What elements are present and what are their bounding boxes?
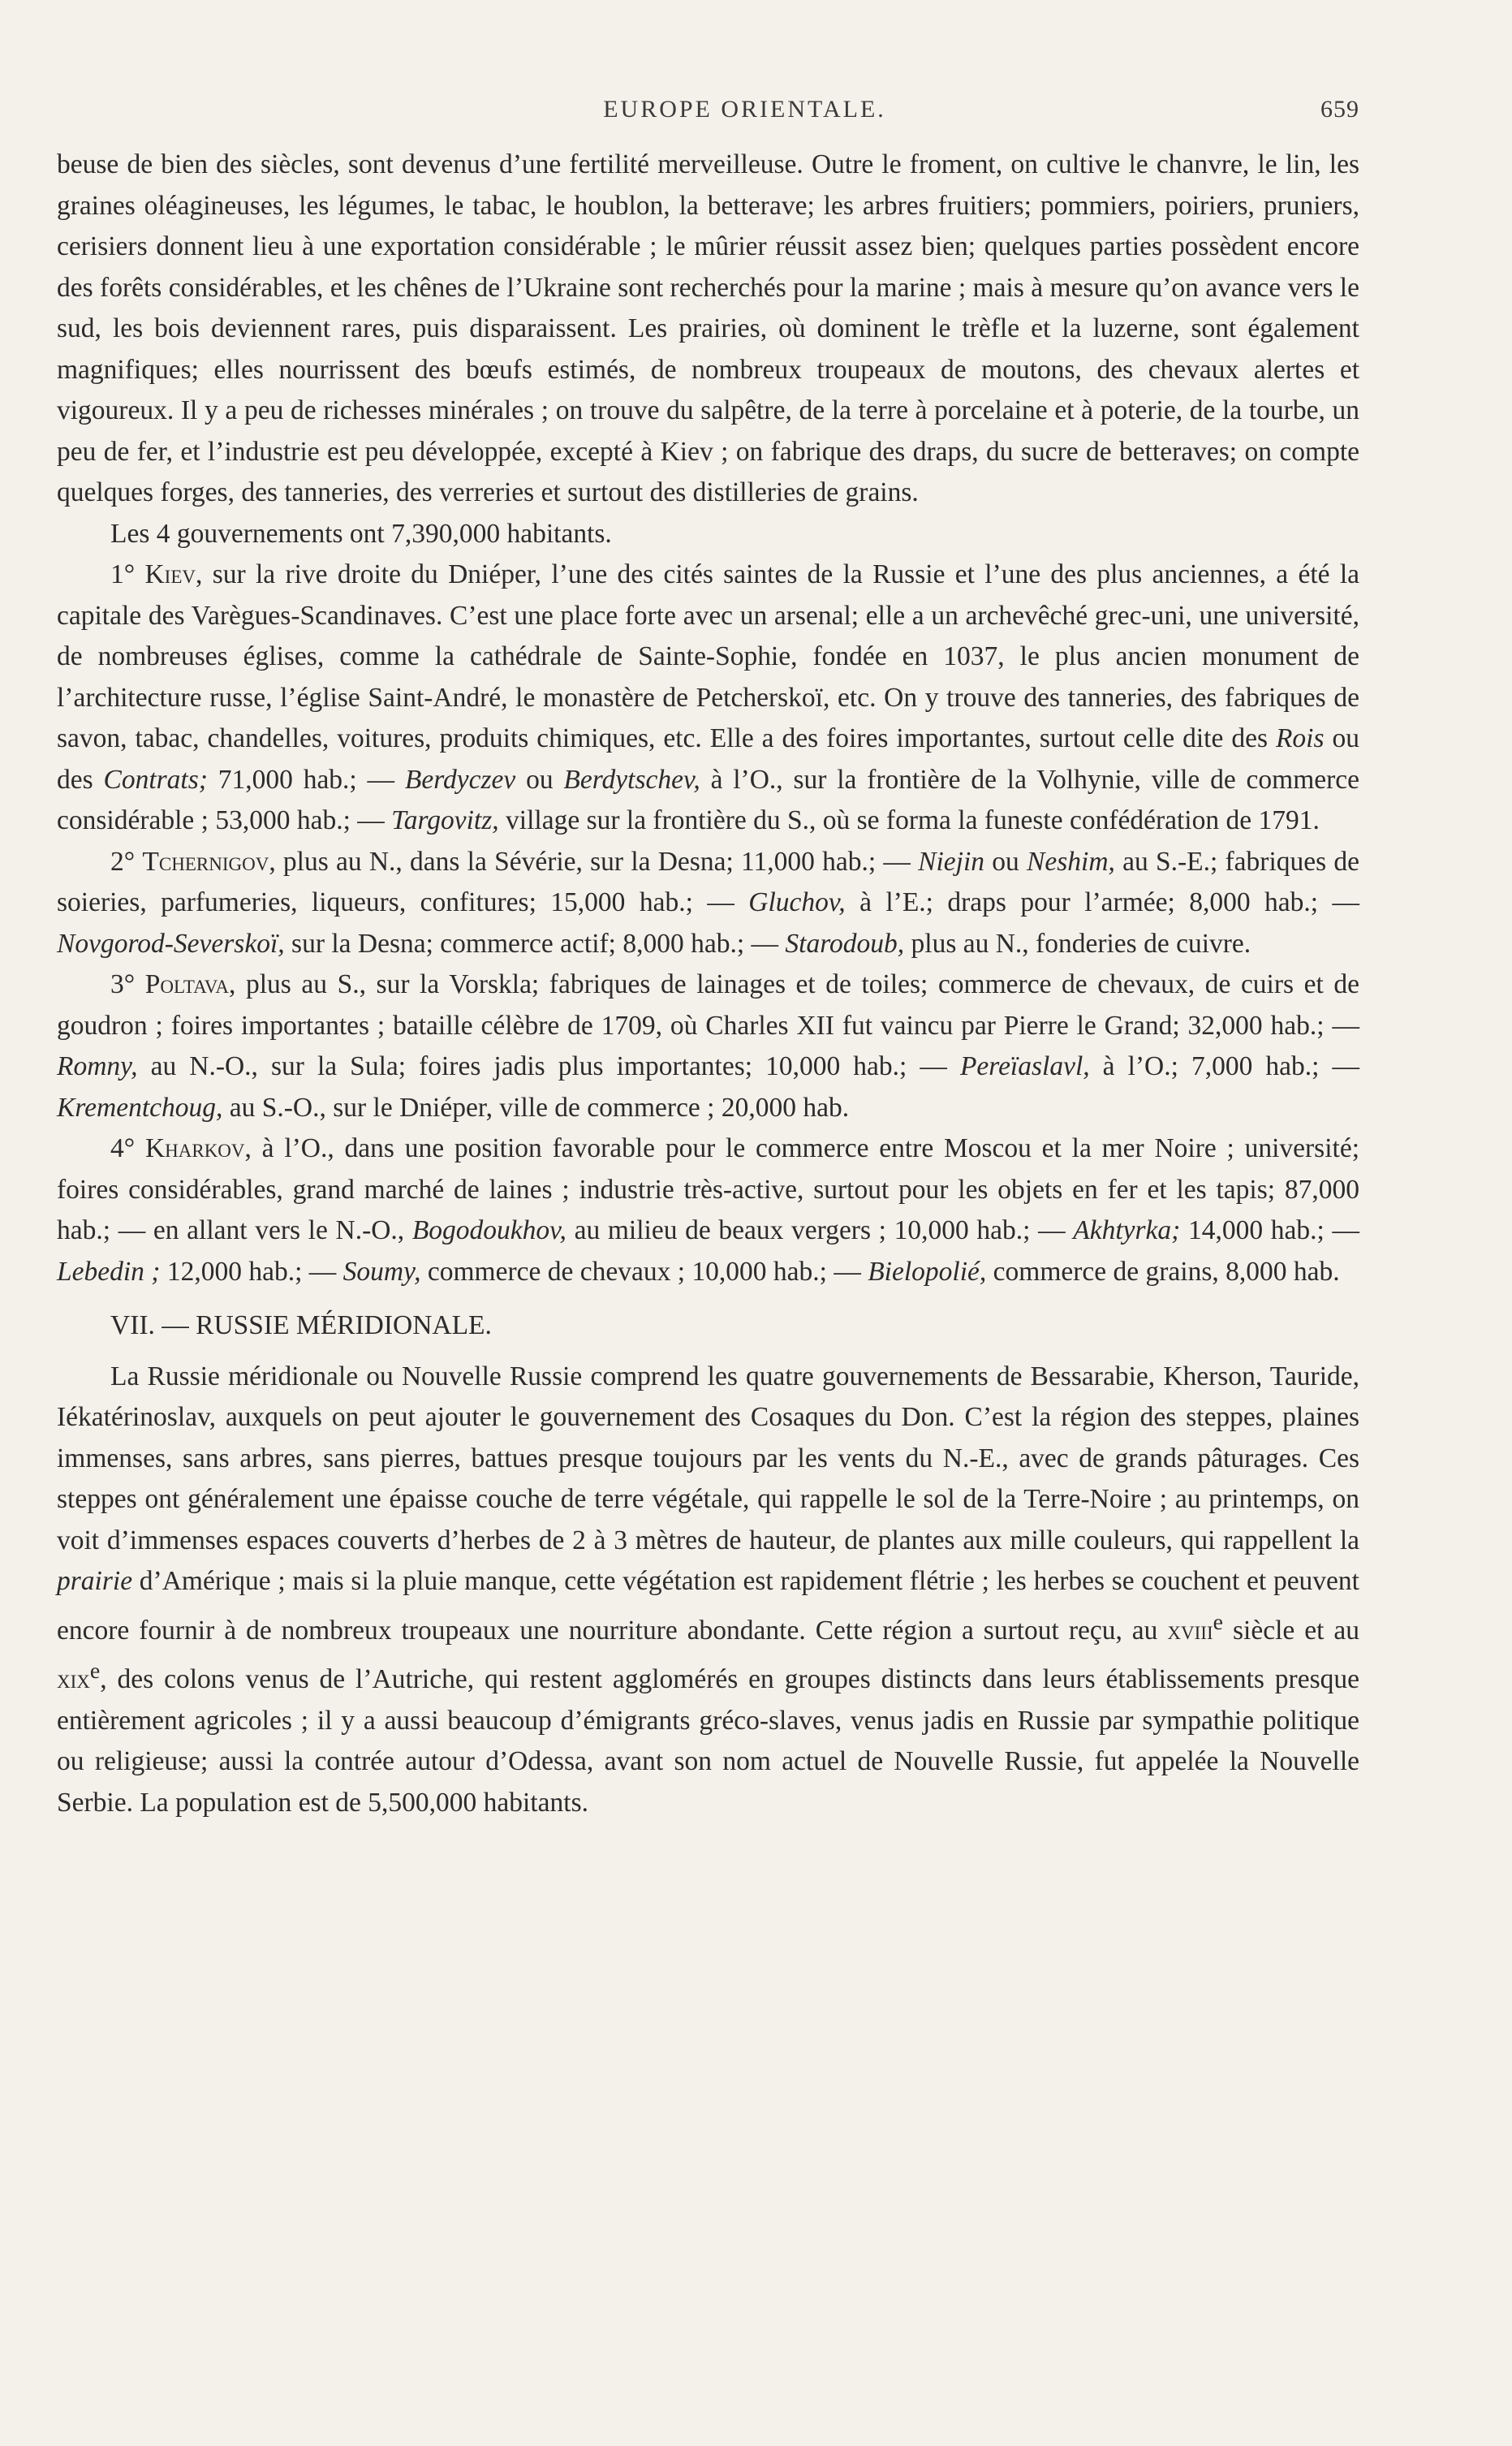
- paragraph-text: siècle et au: [1223, 1615, 1359, 1646]
- paragraph-population: [57, 514, 1359, 555]
- town-name: Targovitz,: [391, 805, 499, 835]
- paragraph-text: , des colons venus de l’Autriche, qui restent agglomérés en groupes distincts dans leurs établissements presque entièrement agricoles ; il y a aussi beaucoup d’émigrants gréco-slaves, venus jadis en Russie par sympathie politique ou religieuse; aussi la contrée autour d’Odessa, avant son nom actuel de Nouvelle Russie, fut appelée la Nouvelle Serbie. La population est de 5,500,000 habitants.: [57, 1664, 1359, 1818]
- body-text: [57, 145, 1359, 1823]
- paragraph-text: , plus au S., sur la Vorskla; fabriques de lainages et de toiles; commerce de chevaux, de cuirs et de goudron ; foires importantes ; bataille célèbre de 1709, où Charles XII fut vaincu par Pierre le Grand; 32,000 hab.; —: [57, 969, 1359, 1041]
- town-name: Krementchoug,: [57, 1092, 223, 1123]
- paragraph-text: beuse de bien des siècles, sont devenus d’une fertilité merveilleuse. Outre le froment, on cultive le chanvre, le lin, les graines oléagineuses, les légumes, le tabac, le houblon, la betterave; les arbres fruitiers; pommiers, poiriers, pruniers, cerisiers donnent lieu à une exportation considérable ; le mûrier réussit assez bien; quelques parties possèdent encore des forêts considérables, et les chênes de l’Ukraine sont recherchés pour la marine ; mais à mesure qu’on avance vers le sud, les bois deviennent rares, puis disparaissent. Les prairies, où dominent le trèfle et la luzerne, sont également magnifiques; elles nourrissent des bœufs estimés, de nombreux troupeaux de moutons, des chevaux alertes et vigoureux. Il y a peu de richesses minérales ; on trouve du salpêtre, de la terre à porcelaine et à poterie, de la tourbe, un peu de fer, et l’industrie est peu développée, excepté à Kiev ; on fabrique des draps, du sucre de betteraves; on compte quelques forges, des tanneries, des verreries et surtout des distilleries de grains.: [57, 149, 1359, 507]
- town-name: Bielopolié,: [868, 1256, 987, 1287]
- town-name: Akhtyrka;: [1073, 1215, 1181, 1245]
- paragraph-text: à l’O.; 7,000 hab.; —: [1089, 1051, 1359, 1081]
- paragraph-text: d’Amérique ; mais si la pluie manque, cette végétation est rapidement flétrie ; les herbes se couchent et peuvent encore fournir à de nombreux troupeaux une nourriture abondante. Cette région a surtout reçu, au: [57, 1566, 1359, 1646]
- government-name: Kiev: [144, 559, 196, 589]
- paragraph-text: commerce de grains, 8,000 hab.: [986, 1256, 1340, 1287]
- paragraph-text: sur la Desna; commerce actif; 8,000 hab.; —: [284, 928, 786, 959]
- paragraph-text: ou: [984, 846, 1027, 877]
- paragraph-tchernigov: [57, 842, 1359, 965]
- paragraph-text: ou: [515, 764, 564, 795]
- town-name: Gluchov,: [748, 887, 846, 917]
- century-numeral: xix: [57, 1664, 90, 1695]
- paragraph-text: 14,000 hab.; —: [1180, 1215, 1359, 1245]
- paragraph-kiev: [57, 554, 1359, 842]
- paragraph-text: à l’O., sur la frontière de la Volhynie, ville de commerce considérable ; 53,000 hab.; —: [57, 764, 1360, 835]
- item-number: 4°: [110, 1133, 136, 1163]
- paragraph-continuation: [57, 145, 1359, 514]
- government-name: Poltava: [144, 969, 230, 999]
- town-name: Pereïaslavl,: [959, 1051, 1090, 1081]
- paragraph-text: au N.-O., sur la Sula; foires jadis plus importantes; 10,000 hab.; —: [137, 1051, 960, 1081]
- running-title: EUROPE ORIENTALE.: [603, 96, 886, 123]
- paragraph-text: au milieu de beaux vergers ; 10,000 hab.; —: [566, 1215, 1074, 1245]
- paragraph-text: , à l’O., dans une position favorable pour le commerce entre Moscou et la mer Noire ; université; foires considérables, grand marché de laines ; industrie très-active, surtout pour les objets en fer et les tapis; 87,000 hab.; — en allant vers le N.-O.,: [57, 1133, 1359, 1245]
- government-name: Kharkov: [144, 1133, 245, 1163]
- paragraph-text: 12,000 hab.; —: [160, 1256, 343, 1287]
- paragraph-text: , sur la rive droite du Dniéper, l’une des cités saintes de la Russie et l’une des plus anciennes, a été la capitale des Varègues-Scandinaves. C’est une place forte avec un arsenal; elle a un archevêché grec-uni, une université, de nombreuses églises, comme la cathédrale de Sainte-Sophie, fondée en 1037, le plus ancien monument de l’architecture russe, l’église Saint-André, le monastère de Petcherskoï, etc. On y trouve des tanneries, des fabriques de savon, tabac, chandelles, voitures, produits chimiques, etc. Elle a des foires importantes, surtout celle dite des: [57, 559, 1360, 753]
- paragraph-text: commerce de chevaux ; 10,000 hab.; —: [420, 1256, 868, 1287]
- paragraph-text: au S.-E.; fabriques de soieries, parfumeries, liqueurs, confitures; 15,000 hab.; —: [57, 846, 1360, 917]
- paragraph-text: La Russie méridionale ou Nouvelle Russie comprend les quatre gouvernements de Bessarabie, Kherson, Tauride, Iékatérinoslav, auxquels on peut ajouter le gouvernement des Cosaques du Don. C’est la région des steppes, plaines immenses, sans arbres, sans pierres, battues presque toujours par les vents du N.-E., avec de grands pâturages. Ces steppes ont généralement une épaisse couche de terre végétale, qui rappelle le sol de la Terre-Noire ; au printemps, on voit d’immenses espaces couverts d’herbes de 2 à 3 mètres de hauteur, de plantes aux mille couleurs, qui rappellent la: [57, 1361, 1359, 1555]
- paragraph-text: Les 4 gouvernements ont 7,390,000 habitants.: [110, 518, 612, 549]
- page-number: 659: [1320, 96, 1359, 123]
- item-number: 1°: [110, 559, 136, 589]
- paragraph-text: , plus au N., dans la Sévérie, sur la Desna; 11,000 hab.; —: [269, 846, 919, 877]
- town-name: Romny,: [57, 1051, 138, 1081]
- town-name: Neshim,: [1027, 846, 1115, 877]
- town-name: Bogodoukhov,: [411, 1215, 566, 1245]
- paragraph-text: 71,000 hab.; —: [207, 764, 405, 795]
- paragraph-poltava: [57, 964, 1359, 1128]
- paragraph-russie-meridionale: [57, 1357, 1359, 1824]
- italic-term: Rois: [1275, 723, 1325, 753]
- item-number: 3°: [110, 969, 136, 999]
- italic-term: prairie: [57, 1566, 133, 1596]
- paragraph-kharkov: [57, 1128, 1359, 1292]
- paragraph-text: au S.-O., sur le Dniéper, ville de commerce ; 20,000 hab.: [222, 1092, 850, 1123]
- item-number: 2°: [110, 846, 136, 877]
- town-name: Lebedin ;: [57, 1256, 161, 1287]
- superscript: e: [89, 1659, 101, 1685]
- paragraph-text: ou des: [57, 723, 1360, 795]
- government-name: Tchernigov: [142, 846, 269, 877]
- town-name: Berdyczev: [404, 764, 516, 795]
- century-numeral: xviii: [1167, 1615, 1213, 1646]
- italic-term: Contrats;: [103, 764, 208, 795]
- town-name: Starodoub,: [785, 928, 905, 959]
- town-name: Soumy,: [342, 1256, 421, 1287]
- town-name: Niejin: [918, 846, 985, 877]
- paragraph-text: à l’E.; draps pour l’armée; 8,000 hab.; —: [845, 887, 1360, 917]
- section-heading: VII. — RUSSIE MÉRIDIONALE.: [110, 1310, 492, 1340]
- town-name: Novgorod-Severskoï,: [57, 928, 285, 959]
- paragraph-text: village sur la frontière du S., où se forma la funeste confédération de 1791.: [498, 805, 1320, 835]
- paragraph-text: plus au N., fonderies de cuivre.: [904, 928, 1251, 959]
- town-name: Berdytschev,: [563, 764, 700, 795]
- superscript: e: [1213, 1609, 1224, 1635]
- running-header: [57, 96, 1359, 145]
